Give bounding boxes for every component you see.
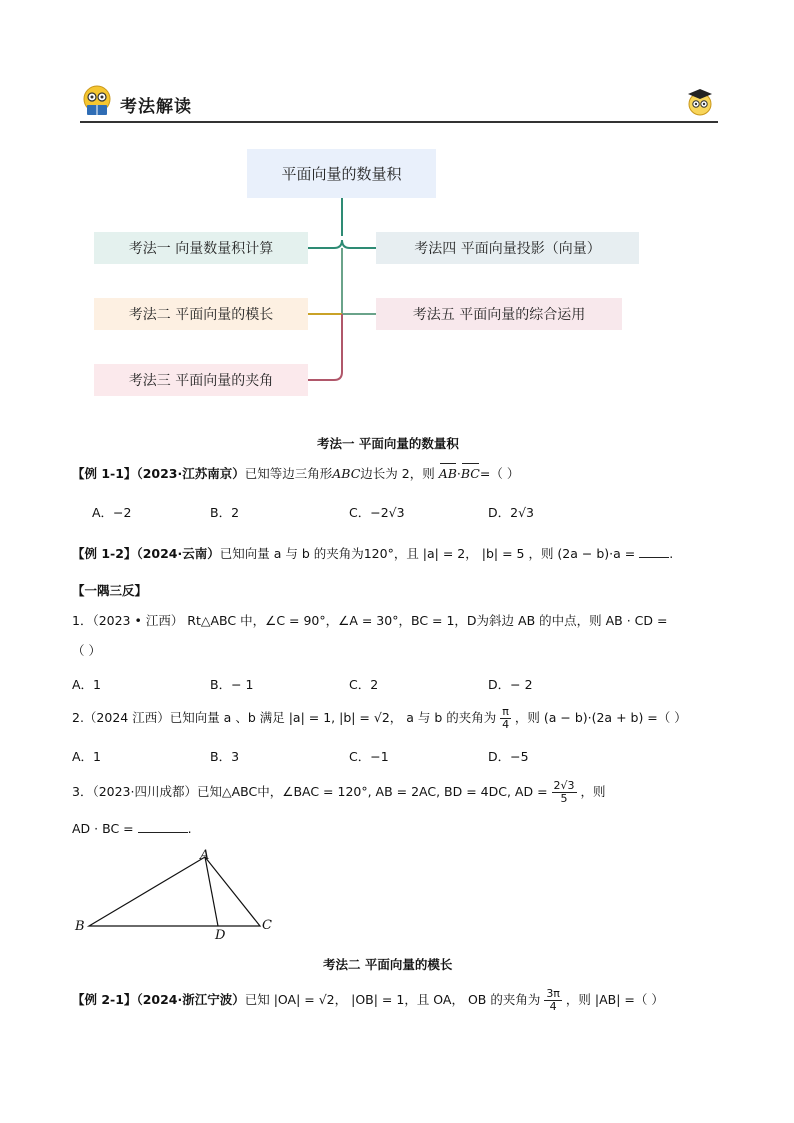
example-label: 【例 2-1】 [72, 992, 137, 1007]
section-title-1: 考法一 平面向量的数量积 [317, 436, 459, 451]
option-c: C．−1 [349, 749, 389, 764]
example-label: 【例 1-1】 [72, 466, 137, 481]
example-1-2: 【例 1-2】（2024·云南）已知向量 a 与 b 的夹角为120°，且 |a| = 2， |b| = 5 ，则 (2a − b)·a = . [72, 546, 674, 561]
option-c: C．2 [349, 677, 379, 692]
answer-blank[interactable] [639, 547, 669, 558]
example-source: （2024·浙江宁波） [136, 992, 245, 1007]
triangle-figure [70, 845, 290, 945]
mindmap-connectors [0, 0, 794, 420]
mindmap-node-method1: 考法一 向量数量积计算 [94, 232, 308, 264]
option-d: D．− 2 [488, 677, 533, 692]
example-2-1: 【例 2-1】（2024·浙江宁波）已知 |OA| = √2， |OB| = 1，且 OA， OB 的夹角为 $\frac{3\pi}{4}$ ，则 |AB| =（ ） [72, 987, 664, 1013]
option-a: A．−2 [92, 505, 132, 520]
practice-2: 2.（2024 江西）已知向量 a 、b 满足 |a| = 1, |b| = √2， a 与 b 的夹角为 $\frac{\pi}{4}$ ，则 (a − b)·(2a + b) =（ ） [72, 705, 687, 731]
practice-3: 3．（2023·四川成都）已知△ABC中，∠BAC = 120°, AB = 2AC, BD = 4DC, AD = $\frac{2√3}{5}$ ，则 [72, 779, 606, 805]
practice-title: 【一隅三反】 [72, 583, 148, 598]
mindmap-node-method3: 考法三 平面向量的夹角 [94, 364, 308, 396]
mindmap-node-method2: 考法二 平面向量的模长 [94, 298, 308, 330]
section-title-2: 考法二 平面向量的模长 [323, 957, 453, 972]
option-d: D．−5 [488, 749, 529, 764]
option-b: B．2 [210, 505, 240, 520]
vertex-d-label: D [215, 928, 226, 943]
example-source: （2023·江苏南京） [136, 466, 245, 481]
answer-blank[interactable] [138, 822, 188, 833]
practice-1-line2: （ ） [72, 643, 101, 658]
vertex-c-label: C [262, 918, 272, 933]
option-a: A．1 [72, 749, 102, 764]
mindmap-root: 平面向量的数量积 [247, 149, 436, 198]
option-b: B．3 [210, 749, 240, 764]
example-label: 【例 1-2】 [72, 546, 137, 561]
option-a: A．1 [72, 677, 102, 692]
practice-1-line1: 1．（2023 • 江西） Rt△ABC 中，∠C = 90°，∠A = 30°，BC = 1，D为斜边 AB 的中点，则 AB · CD = [72, 613, 668, 628]
practice-3-line2: AD · BC = . [72, 821, 192, 836]
example-1-1: 【例 1-1】（2023·江苏南京）已知等边三角形ABC边长为 2，则 AB·BC=（ ） [72, 466, 520, 481]
option-c: C．−2√3 [349, 505, 405, 520]
mindmap-node-method5: 考法五 平面向量的综合运用 [376, 298, 622, 330]
option-d: D．2√3 [488, 505, 534, 520]
option-b: B．− 1 [210, 677, 254, 692]
vertex-a-label: A [200, 848, 210, 863]
vertex-b-label: B [75, 919, 85, 934]
mindmap-node-method4: 考法四 平面向量投影（向量） [376, 232, 639, 264]
example-source: （2024·云南） [136, 546, 220, 561]
header-title: 考法解读 [120, 97, 192, 117]
